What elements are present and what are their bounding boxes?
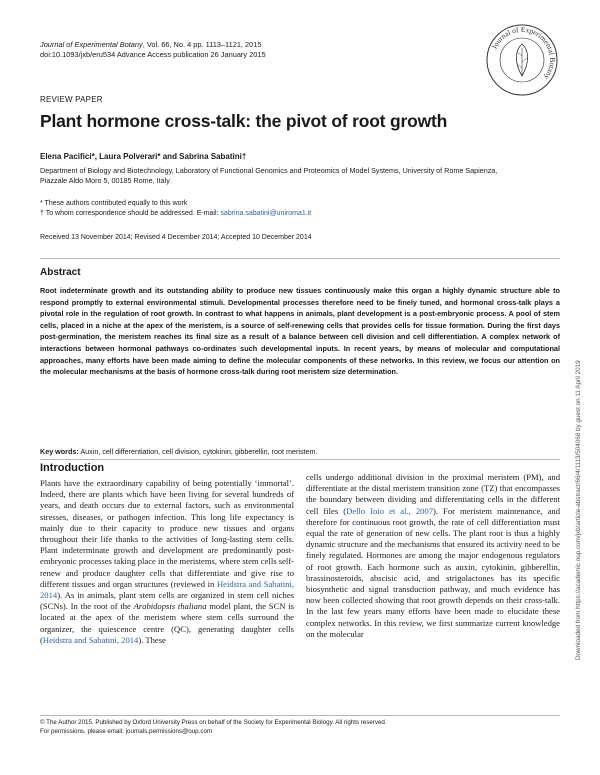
keywords [40,447,560,456]
keywords-text: Auxin, cell differentiation, cell division, cytokinin, gibberellin, root meristem. [80,447,318,456]
article-title: Plant hormone cross-talk: the pivot of root growth [40,111,448,131]
journal-logo-icon [484,22,560,98]
intro-column-right: cells undergo additional division in the proximal meristem (PM), and differentiate at the distal meristem transition zone (TZ) that encompasses the boundary between dividing and differentiating cells in the different cell files (Dello Ioio et al., 2007). For meristem maintenance, and therefore for continuous root growth, the rate of cell differentiation must equal the rate of generation of new cells. The plant root is thus a highly dynamic structure and the mechanisms that ensured its activity need to be finely regulated. Hormones are among the major endogenous regulators of root growth. Each hormone such as auxin, cytokinin, gibberellin, brassinosteroids, abscisic acid, and strigolactones has its specific biosynthetic and signal transduction pathway, and much evidence has now been collected showing that root growth depends on their cross-talk. In the last few years many efforts have been made to elucidate these complex networks. In this review, we first summarize current knowledge on the molecular [306,472,561,639]
journal-name: Journal of Experimental Botany [40,40,143,49]
author-list: Elena Pacifici*, Laura Polverari* and Sabrina Sabatini† [40,152,247,161]
intro-column-left: Plants have the extraordinary capability of being potentially ‘immortal’. Indeed, there are plants which have been living for several hundreds of years, and death occurs due to external factors, such as environmental stresses, diseases, or pathogen infection. This long life expectancy is mainly due to their capacity to produce new tissues and organs throughout their life thanks to the activities of long-lasting stem cells. Plant indeterminate growth and development are predominantly post-embryonic processes taking place in the meristems, where stem cells self-renew and produce daughter cells that differentiate and give rise to different tissues and organ structures (reviewed in Heidstra and Sabatini, 2014). As in animals, plant stem cells are organized in stem cell niches (SCNs). In the root of the Arabidopsis thaliana model plant, the SCN is located at the apex of the meristem where stem cells surround the organizer, the quiescence centre (QC), generating daughter cells (Heidstra and Sabatini, 2014). These [40,478,295,645]
author-notes [40,199,311,219]
divider [40,459,560,460]
divider [40,258,560,259]
abstract-text: Root indeterminate growth and its outstanding ability to produce new tissues continuously make this organ a highly dynamic structure able to respond promptly to external environmental stimuli. Developmental processes therefore need to be finely tuned, and hormonal cross-talk plays a pivotal role in the regulation of root growth. In contrast to what happens in animals, plant development is a post-embryonic process. A pool of stem cells, placed in a niche at the apex of the meristem, is a source of self-renewing cells that provides cells for tissue formation. During the first days post-germination, the meristem reaches its final size as a result of a balance between cell division and cell differentiation. A complex network of interactions between hormonal pathways co-ordinates such developmental inputs. In recent years, by means of molecular and computational approaches, many efforts have been made aiming to define the molecular components of these networks. In this review, we focus our attention on the molecular mechanisms at the basis of hormone cross-talk during root meristem size determination. [40,286,560,377]
received-dates: Received 13 November 2014; Revised 4 December 2014; Accepted 10 December 2014 [40,234,312,241]
introduction-heading: Introduction [40,462,105,474]
permissions-line: For permissions, please email: journals.permissions@oup.com [40,728,213,735]
doi-line: doi:10.1093/jxb/eru534 Advance Access publication 26 January 2015 [40,50,266,59]
copyright-line: © The Author 2015. Published by Oxford University Press on behalf of the Society for Experimental Biology. All rights reserved. [40,719,387,726]
abstract-heading: Abstract [40,267,81,278]
affiliation: Department of Biology and Biotechnology, Laboratory of Functional Genomics and Proteomics of Model Systems, University of Rome Sapienza, Piazzale Aldo Moro 5, 00185 Rome, Italy [40,166,498,185]
copyright-footer [40,718,560,736]
journal-details: , Vol. 66, No. 4 pp. 1113–1121, 2015 [142,40,262,49]
citation-link[interactable]: Heidstra and Sabatini, 2014 [42,634,139,645]
email-link[interactable]: sabrina.sabatini@uniroma1.it [220,210,312,217]
species-name: Arabidopsis thaliana [133,601,207,612]
citation-link[interactable]: Dello Ioio et al., 2007 [346,505,434,516]
divider [40,715,560,716]
equal-contribution-note: * These authors contributed equally to this work [40,200,188,207]
correspondence-note: † To whom correspondence should be addressed. E-mail: sabrina.sabatini@uniroma1.it [40,210,312,217]
logo-text: Journal of Experimental Botany [489,24,558,82]
keywords-label: Key words: [40,447,79,456]
article-type: REVIEW PAPER [40,95,103,104]
citation-link[interactable]: Heidstra and Sabatini, 2014 [40,578,295,601]
journal-citation [40,40,460,60]
download-watermark: Downloaded from https://academic.oup.com/jxb/article-abstract/66/4/1113/504068 by guest on 11 April 2019 [575,360,582,660]
